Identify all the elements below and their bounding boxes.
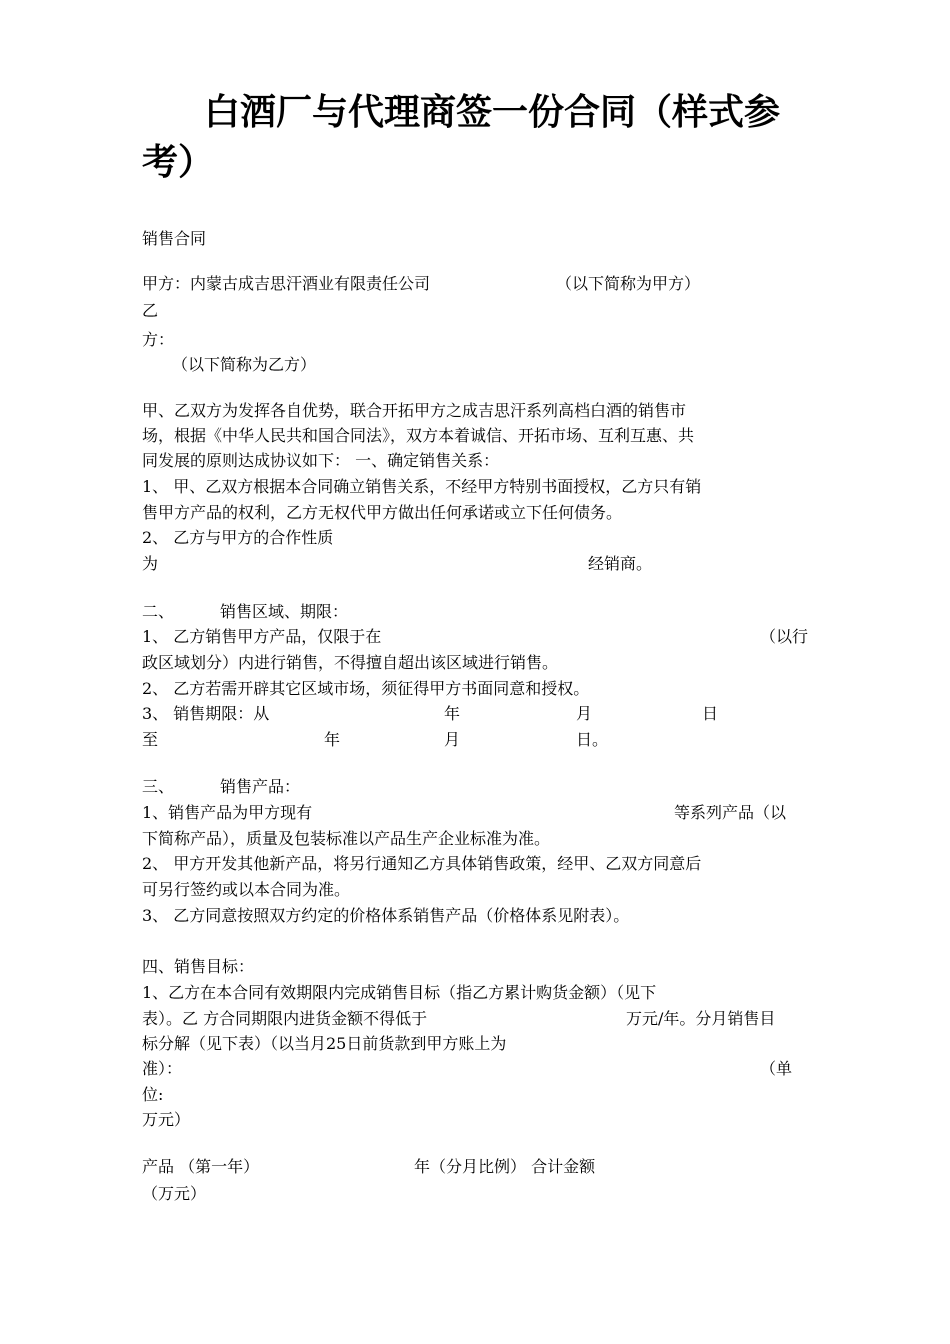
paragraph-line: 下简称产品），质量及包装标准以产品生产企业标准为准。 (142, 829, 551, 848)
paragraph-line: 2、 乙方与甲方的合作性质 (142, 528, 334, 547)
section-heading: 销售区域、期限： (220, 602, 349, 621)
party-a-abbrev: （以下简称为甲方） (556, 274, 701, 293)
party-a-line: 甲方：内蒙古成吉思汗酒业有限责任公司 (142, 274, 431, 293)
paragraph-line: 政区域划分）内进行销售，不得擅自超出该区域进行销售。 (142, 653, 559, 672)
table-header-product: 产品 （第一年） (142, 1157, 260, 1176)
section-heading: 四、销售目标： (142, 957, 255, 976)
paragraph-line: 表）。乙 方合同期限内进货金额不得低于 (142, 1009, 428, 1028)
paragraph-line: 1、 甲、乙双方根据本合同确立销售关系，不经甲方特别书面授权，乙方只有销 (142, 477, 702, 496)
date-day: 日。 (576, 730, 609, 749)
section-heading: 销售产品： (220, 777, 301, 796)
paragraph-line: 1、乙方在本合同有效期限内完成销售目标（指乙方累计购货金额）（见下 (142, 983, 657, 1002)
paragraph-line: 万元/年。分月销售目 (626, 1009, 776, 1028)
paragraph-line: 为 (142, 554, 159, 573)
paragraph-line: 3、 销售期限：从 (142, 704, 270, 723)
paragraph-line: 售甲方产品的权利，乙方无权代甲方做出任何承诺或立下任何债务。 (142, 503, 623, 522)
paragraph-line: 可另行签约或以本合同为准。 (142, 880, 351, 899)
party-b-abbrev: （以下简称为乙方） (172, 355, 317, 374)
heading-sales-contract: 销售合同 (142, 229, 207, 248)
paragraph-line: 甲、乙双方为发挥各自优势，联合开拓甲方之成吉思汗系列高档白酒的销售市 (142, 401, 687, 420)
paragraph-line: 至 (142, 730, 159, 749)
date-year: 年 (324, 730, 341, 749)
table-header-unit: （万元） (142, 1184, 207, 1203)
paragraph-line: 等系列产品（以 (674, 803, 787, 822)
paragraph-line: 准）： (142, 1059, 183, 1078)
paragraph-line: （以行 (760, 627, 809, 646)
date-month: 月 (576, 704, 593, 723)
date-day: 日 (702, 704, 719, 723)
party-b-label-2: 方： (142, 330, 175, 349)
paragraph-line: 1、销售产品为甲方现有 (142, 803, 313, 822)
party-b-label-1: 乙 (142, 301, 159, 320)
paragraph-line: 经销商。 (588, 554, 653, 573)
paragraph-line: 标分解（见下表）（以当月25日前货款到甲方账上为 (142, 1034, 507, 1053)
paragraph-line: 万元） (142, 1110, 191, 1129)
date-year: 年 (444, 704, 461, 723)
paragraph-line: 3、 乙方同意按照双方约定的价格体系销售产品（价格体系见附表）。 (142, 906, 630, 925)
date-month: 月 (444, 730, 461, 749)
paragraph-line: （单 (760, 1059, 793, 1078)
paragraph-line: 场，根据《中华人民共和国合同法》，双方本着诚信、开拓市场、互利互惠、共 (142, 426, 695, 445)
paragraph-line: 1、 乙方销售甲方产品，仅限于在 (142, 627, 382, 646)
table-header-monthly: 年（分月比例） 合计金额 (414, 1157, 596, 1176)
paragraph-line: 位: (142, 1085, 164, 1104)
document-title: 白酒厂与代理商签一份合同（样式参考） (142, 92, 781, 183)
paragraph-line: 同发展的原则达成协议如下： 一、确定销售关系： (142, 451, 500, 470)
paragraph-line: 2、 甲方开发其他新产品，将另行通知乙方具体销售政策，经甲、乙双方同意后 (142, 854, 702, 873)
section-number: 二、 (142, 602, 175, 621)
section-number: 三、 (142, 777, 175, 796)
paragraph-line: 2、 乙方若需开辟其它区域市场，须征得甲方书面同意和授权。 (142, 679, 590, 698)
